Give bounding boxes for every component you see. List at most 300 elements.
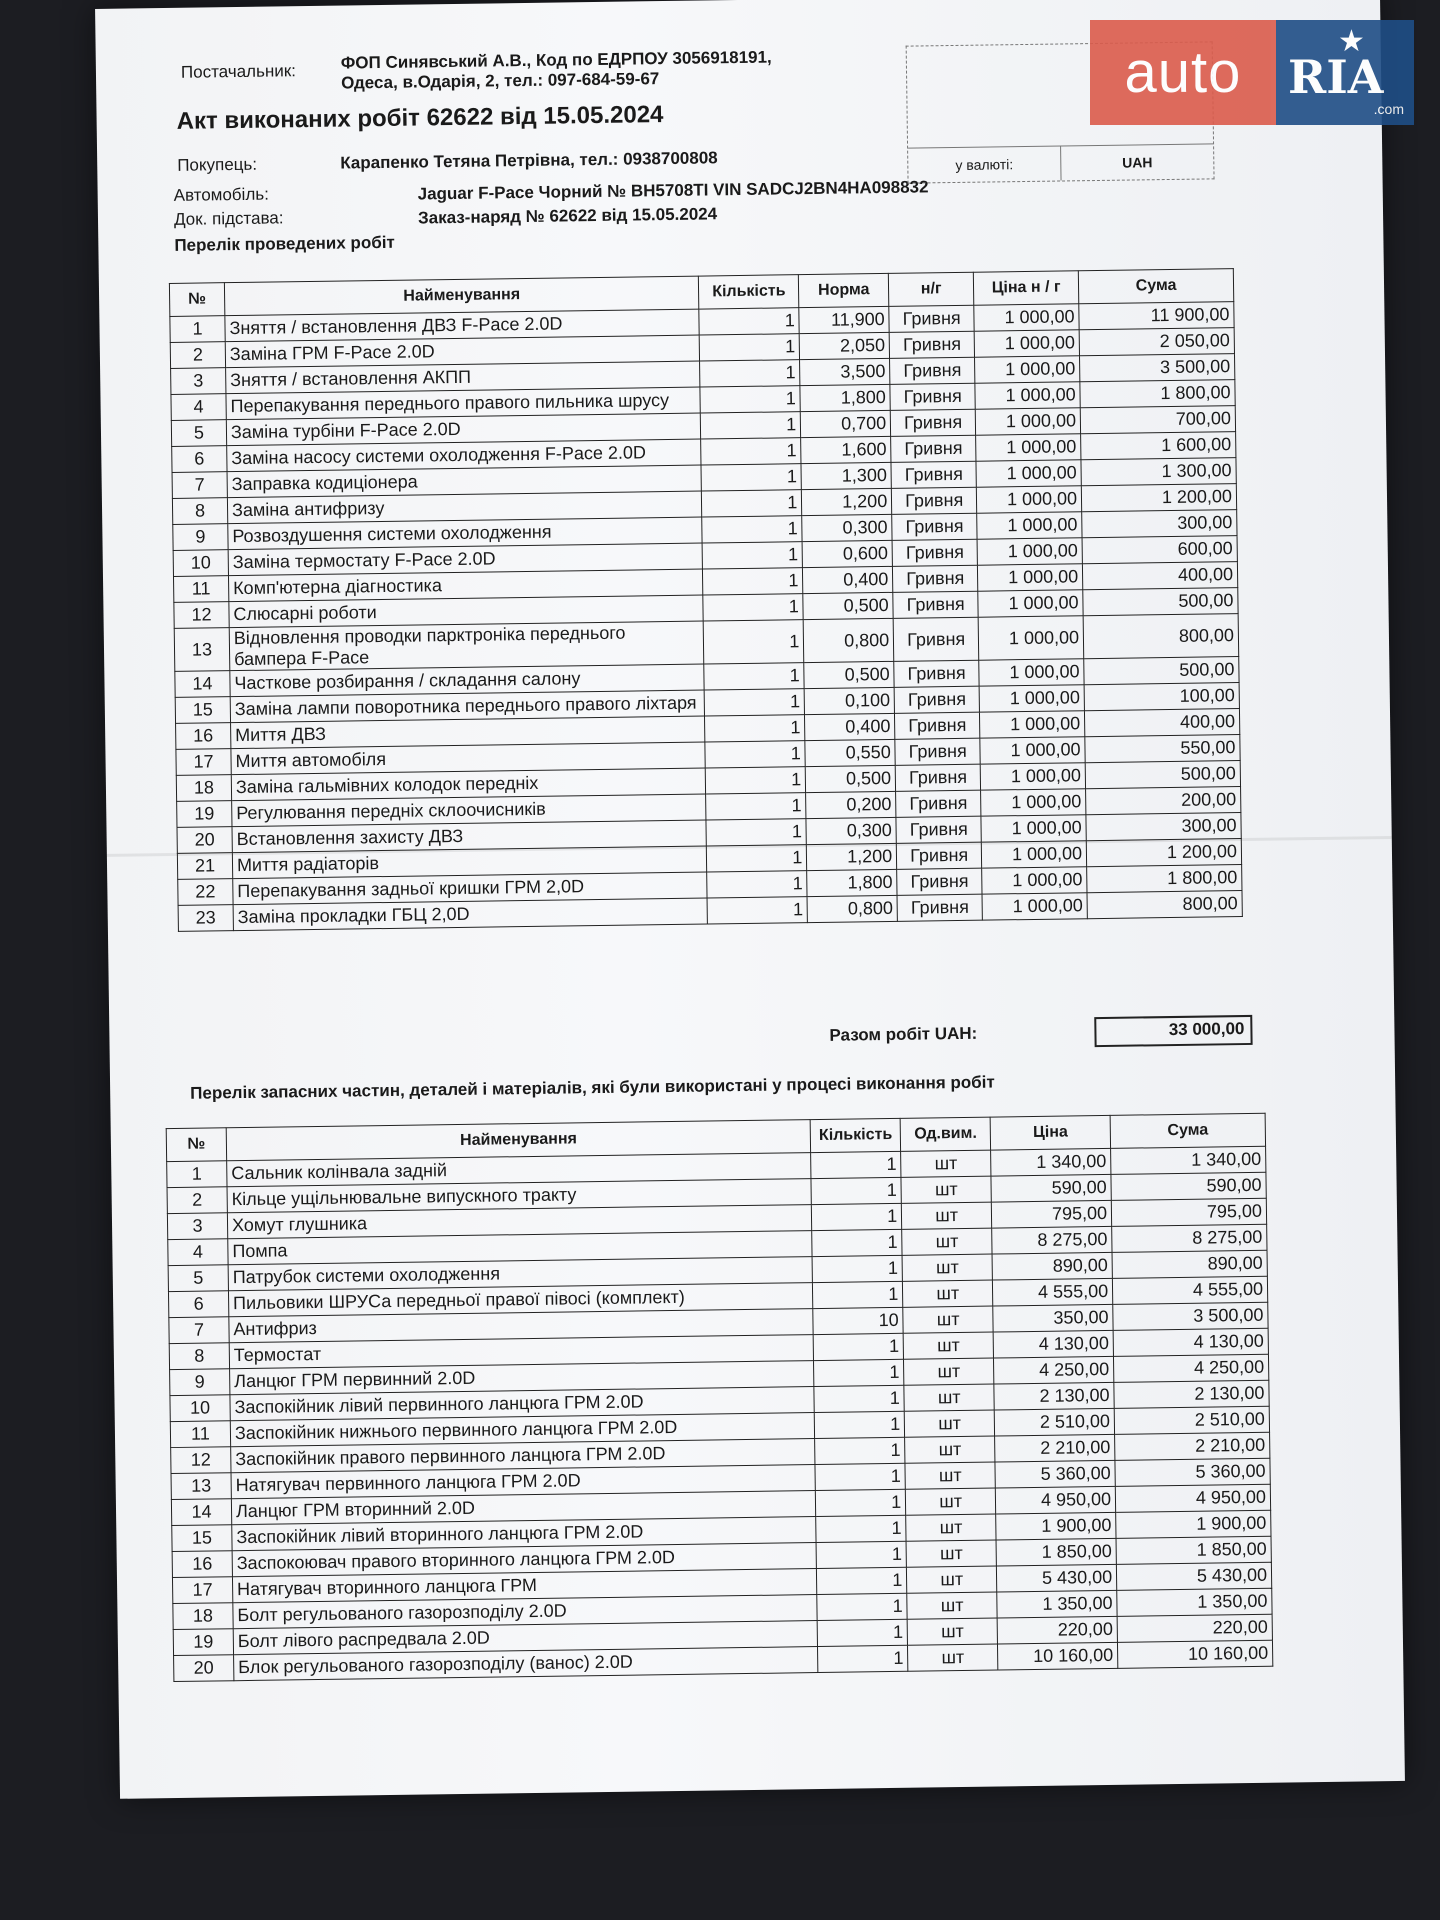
parts-table-cell: Натягувач первинного ланцюга ГРМ 2.0D bbox=[231, 1465, 816, 1499]
works-table-cell: Гривня bbox=[893, 617, 979, 661]
parts-table-cell: 5 360,00 bbox=[995, 1460, 1115, 1488]
works-table-cell: 18 bbox=[176, 775, 231, 802]
works-table-cell: Заміна насосу системи охолодження F-Pace 2.0D bbox=[227, 439, 702, 472]
works-table-cell: 1 800,00 bbox=[1080, 380, 1235, 408]
works-table-cell: 1 000,00 bbox=[976, 460, 1081, 487]
works-table-cell: 1 bbox=[704, 620, 805, 664]
works-table-cell: 300,00 bbox=[1082, 510, 1237, 538]
works-table-cell: Гривня bbox=[897, 868, 982, 895]
parts-table-cell: 19 bbox=[173, 1629, 233, 1656]
parts-table-cell: 795,00 bbox=[991, 1200, 1111, 1228]
works-table-cell: 700,00 bbox=[1080, 406, 1235, 434]
parts-table-cell: 1 bbox=[817, 1567, 907, 1594]
logo-auto-text: auto bbox=[1090, 20, 1276, 125]
parts-table-cell: шт bbox=[901, 1176, 991, 1203]
works-table-cell: 1 bbox=[702, 490, 802, 517]
currency-value: UAH bbox=[1122, 154, 1153, 171]
works-table-cell: Заміна термостату F-Pace 2.0D bbox=[228, 543, 703, 576]
parts-table-cell: Термостат bbox=[229, 1335, 814, 1369]
works-table-cell: Гривня bbox=[889, 305, 974, 332]
supplier-line2: Одеса, в.Одарія, 2, тел.: 097-684-59-67 bbox=[340, 69, 660, 93]
works-table-cell: 1,800 bbox=[800, 384, 890, 411]
parts-table-cell: Антифриз bbox=[229, 1309, 814, 1343]
works-table-cell: 1 200,00 bbox=[1081, 484, 1236, 512]
car-label: Автомобіль: bbox=[173, 184, 269, 205]
parts-table-cell: 10 bbox=[813, 1307, 903, 1334]
parts-table-cell: 890,00 bbox=[992, 1252, 1112, 1280]
works-table-cell: 1 bbox=[702, 516, 802, 543]
works-table-cell: 1,800 bbox=[807, 869, 897, 896]
parts-table-cell: шт bbox=[906, 1540, 996, 1567]
works-table-cell: 1 bbox=[700, 360, 800, 387]
parts-table-cell: 1 bbox=[167, 1161, 227, 1188]
works-table-cell: Гривня bbox=[892, 513, 977, 540]
parts-table-cell: шт bbox=[904, 1410, 994, 1437]
works-table-cell: Заміна прокладки ГБЦ 2,0D bbox=[233, 898, 708, 931]
parts-table-cell: 11 bbox=[170, 1421, 230, 1448]
works-table-cell: 23 bbox=[178, 905, 233, 932]
works-table-cell: 1 000,00 bbox=[981, 815, 1086, 842]
works-table-cell: 1 000,00 bbox=[982, 893, 1087, 920]
works-table-cell: 1 000,00 bbox=[980, 737, 1085, 764]
works-table-cell: Миття ДВЗ bbox=[230, 716, 705, 749]
works-table-cell: 0,500 bbox=[806, 765, 896, 792]
works-table-cell: 2 bbox=[170, 342, 225, 369]
works-table-cell: 1 000,00 bbox=[978, 616, 1084, 660]
basis-label: Док. підстава: bbox=[173, 208, 284, 229]
parts-table-cell: 14 bbox=[171, 1499, 231, 1526]
parts-table-cell: 1 bbox=[818, 1645, 908, 1672]
works-table-cell: 2,050 bbox=[799, 332, 889, 359]
works-table-cell: Перепакування задньої кришки ГРМ 2,0D bbox=[233, 872, 708, 905]
parts-table-cell: 1 bbox=[813, 1333, 903, 1360]
parts-table-cell: 5 430,00 bbox=[997, 1564, 1117, 1592]
works-table-cell: 1 000,00 bbox=[978, 564, 1083, 591]
parts-table-cell: Ланцюг ГРМ первинний 2.0D bbox=[230, 1361, 815, 1395]
works-table-cell: 0,550 bbox=[805, 739, 895, 766]
works-table-cell: 1 000,00 bbox=[980, 763, 1085, 790]
works-table-cell: 300,00 bbox=[1086, 813, 1241, 841]
works-table-cell: 0,500 bbox=[804, 661, 894, 688]
works-table-cell: 600,00 bbox=[1082, 536, 1237, 564]
works-table-cell: 1 000,00 bbox=[975, 408, 1080, 435]
works-table-cell: 1 200,00 bbox=[1086, 839, 1241, 867]
works-table-cell: 1 bbox=[703, 568, 803, 595]
parts-table-cell: 1 bbox=[814, 1385, 904, 1412]
parts-table-cell: 5 430,00 bbox=[1116, 1562, 1271, 1590]
parts-table-cell: 4 950,00 bbox=[1115, 1484, 1270, 1512]
works-table-cell: 3,500 bbox=[800, 358, 890, 385]
works-table-cell: 0,400 bbox=[805, 713, 895, 740]
parts-table-cell: Заспокійник лівий вторинного ланцюга ГРМ 2.0D bbox=[232, 1517, 817, 1551]
parts-table-cell: шт bbox=[907, 1566, 997, 1593]
works-table-cell: Заміна гальмівних колодок передніх bbox=[231, 768, 706, 801]
parts-table-cell: шт bbox=[906, 1514, 996, 1541]
parts-table-cell: Патрубок системи охолодження bbox=[228, 1257, 813, 1291]
works-table-cell: 1 bbox=[706, 767, 806, 794]
parts-table-column-header: Сума bbox=[1110, 1113, 1265, 1148]
works-table-cell: 22 bbox=[178, 879, 233, 906]
works-table-cell: Часткове розбирання / складання салону bbox=[230, 664, 705, 697]
works-table-cell: 11 900,00 bbox=[1079, 302, 1234, 330]
parts-table-cell: 10 bbox=[170, 1395, 230, 1422]
works-table-cell: 1 bbox=[701, 412, 801, 439]
parts-table-cell: шт bbox=[902, 1202, 992, 1229]
works-table-cell: 1 bbox=[701, 438, 801, 465]
parts-table-cell: шт bbox=[902, 1254, 992, 1281]
parts-table-cell: шт bbox=[904, 1384, 994, 1411]
works-table-cell: Слюсарні роботи bbox=[229, 595, 704, 628]
works-table-cell: Заміна лампи поворотника переднього правого ліхтаря bbox=[230, 690, 705, 723]
parts-table-cell: Заспокоювач правого вторинного ланцюга ГРМ 2.0D bbox=[232, 1543, 817, 1577]
works-table-cell: Гривня bbox=[890, 409, 975, 436]
works-table-cell: Відновлення проводки парктроніка переднього бампера F-Pace bbox=[229, 621, 704, 671]
parts-table-cell: 2 510,00 bbox=[994, 1408, 1114, 1436]
parts-table-cell: 1 bbox=[813, 1281, 903, 1308]
parts-table-cell: Заспокійник нижнього первинного ланцюга ГРМ 2.0D bbox=[230, 1413, 815, 1447]
works-table-cell: 200,00 bbox=[1086, 787, 1241, 815]
parts-table-cell: 12 bbox=[171, 1447, 231, 1474]
works-table bbox=[169, 268, 1243, 932]
parts-table-cell: Пильовики ШРУСа передньої правої півосі (комплект) bbox=[228, 1283, 813, 1317]
works-table-cell: 1 000,00 bbox=[974, 304, 1079, 331]
works-table-cell: 1 000,00 bbox=[975, 382, 1080, 409]
parts-table-cell: Заспокійник лівий первинного ланцюга ГРМ 2.0D bbox=[230, 1387, 815, 1421]
works-table-cell: 1 000,00 bbox=[981, 841, 1086, 868]
works-table-cell: Гривня bbox=[894, 686, 979, 713]
buyer-label: Покупець: bbox=[177, 154, 258, 175]
works-table-cell: 1 000,00 bbox=[977, 512, 1082, 539]
works-table-cell: Миття автомобіля bbox=[231, 742, 706, 775]
works-table-cell: 1,200 bbox=[802, 488, 892, 515]
works-table-cell: Гривня bbox=[893, 565, 978, 592]
parts-table-cell: 1 bbox=[811, 1177, 901, 1204]
parts-table-cell: 1 900,00 bbox=[996, 1512, 1116, 1540]
works-table-cell: 3 bbox=[171, 368, 226, 395]
parts-table-cell: 9 bbox=[170, 1369, 230, 1396]
supplier-line1: ФОП Синявський А.В., Код по ЕДРПОУ 3056918191, bbox=[340, 47, 772, 73]
parts-table-cell: 1 bbox=[815, 1463, 905, 1490]
works-table-cell: 500,00 bbox=[1084, 657, 1239, 685]
works-table-cell: 800,00 bbox=[1087, 891, 1242, 919]
works-total-label: Разом робіт UAH: bbox=[829, 1023, 978, 1045]
works-table-cell: 19 bbox=[177, 801, 232, 828]
works-table-cell: 1 bbox=[707, 871, 807, 898]
parts-table-cell: Блок регульованого газорозподілу (ванос) 2.0D bbox=[234, 1647, 819, 1681]
works-table-cell: 13 bbox=[174, 628, 230, 672]
works-table-cell: Гривня bbox=[896, 816, 981, 843]
parts-table-cell: 3 500,00 bbox=[1113, 1302, 1268, 1330]
parts-table-cell: Помпа bbox=[228, 1231, 813, 1265]
parts-table bbox=[166, 1113, 1274, 1682]
works-table-cell: 400,00 bbox=[1085, 709, 1240, 737]
works-table-cell: Встановлення захисту ДВЗ bbox=[232, 820, 707, 853]
works-table-cell: 1 bbox=[170, 316, 225, 343]
works-table-cell: Гривня bbox=[892, 539, 977, 566]
logo-com-text: .com bbox=[1373, 101, 1404, 117]
works-table-column-header: Норма bbox=[799, 273, 889, 307]
works-table-cell: 1 bbox=[701, 464, 801, 491]
parts-table-cell: 13 bbox=[171, 1473, 231, 1500]
works-table-cell: 5 bbox=[171, 420, 226, 447]
basis-value: Заказ-наряд № 62622 від 15.05.2024 bbox=[417, 204, 718, 228]
works-table-cell: 1 bbox=[704, 663, 804, 690]
parts-table-cell: шт bbox=[902, 1228, 992, 1255]
works-table-cell: 1 bbox=[707, 897, 807, 924]
parts-table-cell: 1 bbox=[815, 1437, 905, 1464]
works-table-cell: 1 bbox=[706, 819, 806, 846]
works-table-column-header: Ціна н / г bbox=[974, 271, 1079, 305]
parts-table-cell: 1 bbox=[812, 1229, 902, 1256]
works-table-cell: Перепакування переднього правого пильника шрусу bbox=[226, 387, 701, 420]
star-icon: ★ bbox=[1338, 25, 1365, 58]
works-table-cell: Заміна ГРМ F-Pace 2.0D bbox=[225, 335, 700, 368]
works-table-cell: Гривня bbox=[891, 435, 976, 462]
parts-table-cell: 590,00 bbox=[1111, 1172, 1266, 1200]
works-table-cell: 2 050,00 bbox=[1079, 328, 1234, 356]
currency-label: у валюті: bbox=[908, 146, 1061, 182]
parts-table-cell: 1 850,00 bbox=[1116, 1536, 1271, 1564]
supplier-label: Постачальник: bbox=[180, 61, 297, 82]
parts-table-column-header: № bbox=[166, 1128, 226, 1162]
parts-table-cell: 20 bbox=[174, 1655, 234, 1682]
parts-table-cell: 17 bbox=[172, 1577, 232, 1604]
works-table-cell: Заміна антифризу bbox=[227, 491, 702, 524]
works-table-cell: 1 000,00 bbox=[980, 711, 1085, 738]
document-title: Акт виконаних робіт 62622 від 15.05.2024 bbox=[176, 101, 664, 135]
works-table-cell: 1 000,00 bbox=[974, 330, 1079, 357]
works-table-cell: Гривня bbox=[890, 383, 975, 410]
works-table-cell: 1,200 bbox=[807, 843, 897, 870]
works-table-cell: 1 000,00 bbox=[982, 867, 1087, 894]
auto-ria-logo bbox=[1090, 20, 1414, 125]
works-table-cell: Зняття / встановлення АКПП bbox=[226, 361, 701, 394]
works-table-cell: 0,700 bbox=[801, 410, 891, 437]
works-table-cell: Гривня bbox=[891, 461, 976, 488]
parts-table-cell: шт bbox=[903, 1332, 993, 1359]
parts-table-cell: 3 bbox=[167, 1213, 227, 1240]
works-table-column-header: № bbox=[169, 283, 224, 317]
parts-table-cell: 590,00 bbox=[991, 1174, 1111, 1202]
parts-table-cell: 1 850,00 bbox=[996, 1538, 1116, 1566]
parts-table-cell: Натягувач вторинного ланцюга ГРМ bbox=[232, 1569, 817, 1603]
parts-table-cell: 8 275,00 bbox=[1112, 1224, 1267, 1252]
parts-table-cell: 220,00 bbox=[997, 1616, 1117, 1644]
works-table-cell: 1 600,00 bbox=[1081, 432, 1236, 460]
parts-table-cell: 18 bbox=[173, 1603, 233, 1630]
parts-heading: Перелік запасних частин, деталей і матеріалів, які були використані у процесі виконання робіт bbox=[190, 1072, 995, 1103]
parts-table-cell: шт bbox=[901, 1150, 991, 1177]
works-table-cell: 0,300 bbox=[806, 817, 896, 844]
car-value: Jaguar F-Pace Чорний № BH5708TI VIN SADCJ2BN4HA098832 bbox=[417, 177, 929, 204]
parts-table-cell: 1 340,00 bbox=[1111, 1146, 1266, 1174]
parts-table-cell: шт bbox=[905, 1462, 995, 1489]
parts-table-cell: 2 bbox=[167, 1187, 227, 1214]
parts-table-cell: 16 bbox=[172, 1551, 232, 1578]
works-table-cell: 0,600 bbox=[802, 540, 892, 567]
parts-table-column-header: Од.вим. bbox=[900, 1117, 990, 1151]
works-table-cell: Миття радіаторів bbox=[232, 846, 707, 879]
logo-ria-block bbox=[1276, 20, 1414, 125]
parts-table-cell: 1 bbox=[814, 1411, 904, 1438]
parts-table-cell: 1 bbox=[811, 1151, 901, 1178]
parts-table-cell: Заспокійник правого первинного ланцюга ГРМ 2.0D bbox=[231, 1439, 816, 1473]
works-table-cell: 0,400 bbox=[803, 566, 893, 593]
parts-table-cell: Болт лівого распредвала 2.0D bbox=[233, 1621, 818, 1655]
parts-table-cell: 1 bbox=[817, 1593, 907, 1620]
works-table-cell: 7 bbox=[172, 472, 227, 499]
works-table-cell: 4 bbox=[171, 394, 226, 421]
parts-table-cell: 8 bbox=[169, 1343, 229, 1370]
works-table-cell: Гривня bbox=[897, 894, 982, 921]
parts-table-cell: 1 bbox=[814, 1359, 904, 1386]
parts-table-cell: шт bbox=[907, 1592, 997, 1619]
works-table-cell: 1 bbox=[704, 689, 804, 716]
works-table-cell: 400,00 bbox=[1083, 562, 1238, 590]
parts-table-cell: 4 bbox=[168, 1239, 228, 1266]
works-table-cell: 1 bbox=[700, 386, 800, 413]
parts-table-cell: 2 130,00 bbox=[1114, 1380, 1269, 1408]
parts-table-cell: 890,00 bbox=[1112, 1250, 1267, 1278]
parts-table-cell: Хомут глушника bbox=[227, 1205, 812, 1239]
works-table-cell: 8 bbox=[172, 498, 227, 525]
works-table-cell: 16 bbox=[176, 723, 231, 750]
parts-table-cell: 4 130,00 bbox=[1113, 1328, 1268, 1356]
works-table-cell: Гривня bbox=[893, 591, 978, 618]
parts-table-column-header: Ціна bbox=[990, 1115, 1110, 1150]
works-total-value: 33 000,00 bbox=[1094, 1015, 1252, 1047]
works-table-cell: 20 bbox=[177, 827, 232, 854]
works-table-cell: 14 bbox=[175, 671, 230, 698]
works-table-cell: 500,00 bbox=[1083, 588, 1238, 616]
works-table-cell: Гривня bbox=[894, 660, 979, 687]
works-table-cell: 1 300,00 bbox=[1081, 458, 1236, 486]
works-table-cell: 10 bbox=[173, 550, 228, 577]
parts-table-cell: 5 bbox=[168, 1265, 228, 1292]
parts-table-cell: Кільце ущільнювальне випускного тракту bbox=[227, 1179, 812, 1213]
parts-table-cell: 4 555,00 bbox=[993, 1278, 1113, 1306]
parts-table-cell: 795,00 bbox=[1111, 1198, 1266, 1226]
works-table-cell: 1 000,00 bbox=[975, 356, 1080, 383]
parts-table-cell: шт bbox=[903, 1306, 993, 1333]
document-paper bbox=[95, 0, 1405, 1799]
works-table-cell: Гривня bbox=[896, 790, 981, 817]
parts-table-cell: 4 130,00 bbox=[993, 1330, 1113, 1358]
works-table-cell: Гривня bbox=[895, 738, 980, 765]
works-table-cell: 1 000,00 bbox=[978, 590, 1083, 617]
parts-table-cell: 5 360,00 bbox=[1115, 1458, 1270, 1486]
works-table-cell: Комп'ютерна діагностика bbox=[228, 569, 703, 602]
parts-table-cell: Болт регульованого газорозподілу 2.0D bbox=[233, 1595, 818, 1629]
parts-table-cell: шт bbox=[906, 1488, 996, 1515]
works-table-column-header: Сума bbox=[1078, 269, 1233, 304]
parts-table-cell: шт bbox=[903, 1280, 993, 1307]
works-table-cell: 1 000,00 bbox=[981, 789, 1086, 816]
works-table-cell: Гривня bbox=[890, 357, 975, 384]
works-table-cell: 1 000,00 bbox=[976, 434, 1081, 461]
parts-table-cell: шт bbox=[907, 1618, 997, 1645]
parts-table-cell: Ланцюг ГРМ вторинний 2.0D bbox=[231, 1491, 816, 1525]
parts-table-cell: 15 bbox=[172, 1525, 232, 1552]
works-table-cell: 0,800 bbox=[807, 895, 897, 922]
works-table-cell: 1 bbox=[707, 845, 807, 872]
works-table-cell: 9 bbox=[173, 524, 228, 551]
works-table-column-header: Кількість bbox=[699, 275, 799, 309]
works-table-cell: 1 bbox=[706, 793, 806, 820]
parts-table-cell: 10 160,00 bbox=[998, 1642, 1118, 1670]
works-table-cell: 3 500,00 bbox=[1080, 354, 1235, 382]
parts-table-cell: 1 bbox=[817, 1619, 907, 1646]
works-table-cell: Гривня bbox=[892, 487, 977, 514]
parts-table-cell: шт bbox=[904, 1358, 994, 1385]
parts-table-cell: 4 250,00 bbox=[1114, 1354, 1269, 1382]
logo-ria-text: RIA bbox=[1288, 50, 1384, 104]
works-table-cell: 800,00 bbox=[1083, 614, 1238, 659]
parts-table-cell: 1 350,00 bbox=[1117, 1588, 1272, 1616]
parts-table-cell: 350,00 bbox=[993, 1304, 1113, 1332]
parts-table-cell: 1 bbox=[812, 1255, 902, 1282]
works-table-cell: 17 bbox=[176, 749, 231, 776]
works-table-cell: Гривня bbox=[897, 842, 982, 869]
works-table-cell: 12 bbox=[174, 602, 229, 629]
works-table-cell: 0,200 bbox=[806, 791, 896, 818]
works-table-cell: 1 000,00 bbox=[979, 659, 1084, 686]
works-table-cell: 1 bbox=[699, 308, 799, 335]
parts-table-cell: 7 bbox=[169, 1317, 229, 1344]
parts-table-cell: шт bbox=[905, 1436, 995, 1463]
works-table-cell: 1 bbox=[705, 715, 805, 742]
works-heading: Перелік проведених робіт bbox=[174, 232, 395, 255]
works-table-cell: 6 bbox=[172, 446, 227, 473]
parts-table-cell: 4 950,00 bbox=[995, 1486, 1115, 1514]
works-table-cell: Заміна турбіни F-Pace 2.0D bbox=[226, 413, 701, 446]
parts-table-cell: 2 210,00 bbox=[995, 1434, 1115, 1462]
works-table-column-header: н/г bbox=[889, 272, 974, 306]
works-table-cell: 1 000,00 bbox=[979, 685, 1084, 712]
works-table-cell: 21 bbox=[177, 853, 232, 880]
works-table-cell: 0,300 bbox=[802, 514, 892, 541]
parts-table-cell: 1 900,00 bbox=[1116, 1510, 1271, 1538]
works-table-cell: 550,00 bbox=[1085, 735, 1240, 763]
works-table-cell: Гривня bbox=[895, 764, 980, 791]
works-table-cell: 1 000,00 bbox=[977, 538, 1082, 565]
works-table-cell: 0,800 bbox=[803, 618, 894, 662]
works-table-cell: 100,00 bbox=[1084, 683, 1239, 711]
works-table-cell: Заправка кодиціонера bbox=[227, 465, 702, 498]
buyer-value: Карапенко Тетяна Петрівна, тел.: 0938700808 bbox=[340, 148, 718, 173]
parts-table-column-header: Кількість bbox=[810, 1118, 900, 1152]
parts-table-cell: 220,00 bbox=[1117, 1614, 1272, 1642]
parts-table-cell: 1 bbox=[816, 1541, 906, 1568]
works-table-cell: 15 bbox=[175, 697, 230, 724]
works-table-column-header: Найменування bbox=[224, 276, 699, 316]
works-table-cell: 1,300 bbox=[801, 462, 891, 489]
parts-table-cell: 6 bbox=[168, 1291, 228, 1318]
parts-table-cell: 1 bbox=[816, 1515, 906, 1542]
works-table-cell: 1 bbox=[705, 741, 805, 768]
works-table-cell: 1 800,00 bbox=[1087, 865, 1242, 893]
parts-table-cell: 4 250,00 bbox=[994, 1356, 1114, 1384]
works-table-cell: 0,100 bbox=[804, 687, 894, 714]
parts-table-cell: шт bbox=[908, 1644, 998, 1671]
works-table-cell: 1 bbox=[703, 594, 803, 621]
parts-table-cell: 2 210,00 bbox=[1115, 1432, 1270, 1460]
works-table-cell: 1 bbox=[700, 334, 800, 361]
works-table-cell: Регулювання передніх склоочисників bbox=[232, 794, 707, 827]
parts-table-cell: 10 160,00 bbox=[1118, 1640, 1273, 1668]
works-table-cell: 11 bbox=[173, 576, 228, 603]
works-table-cell: 1 bbox=[702, 542, 802, 569]
